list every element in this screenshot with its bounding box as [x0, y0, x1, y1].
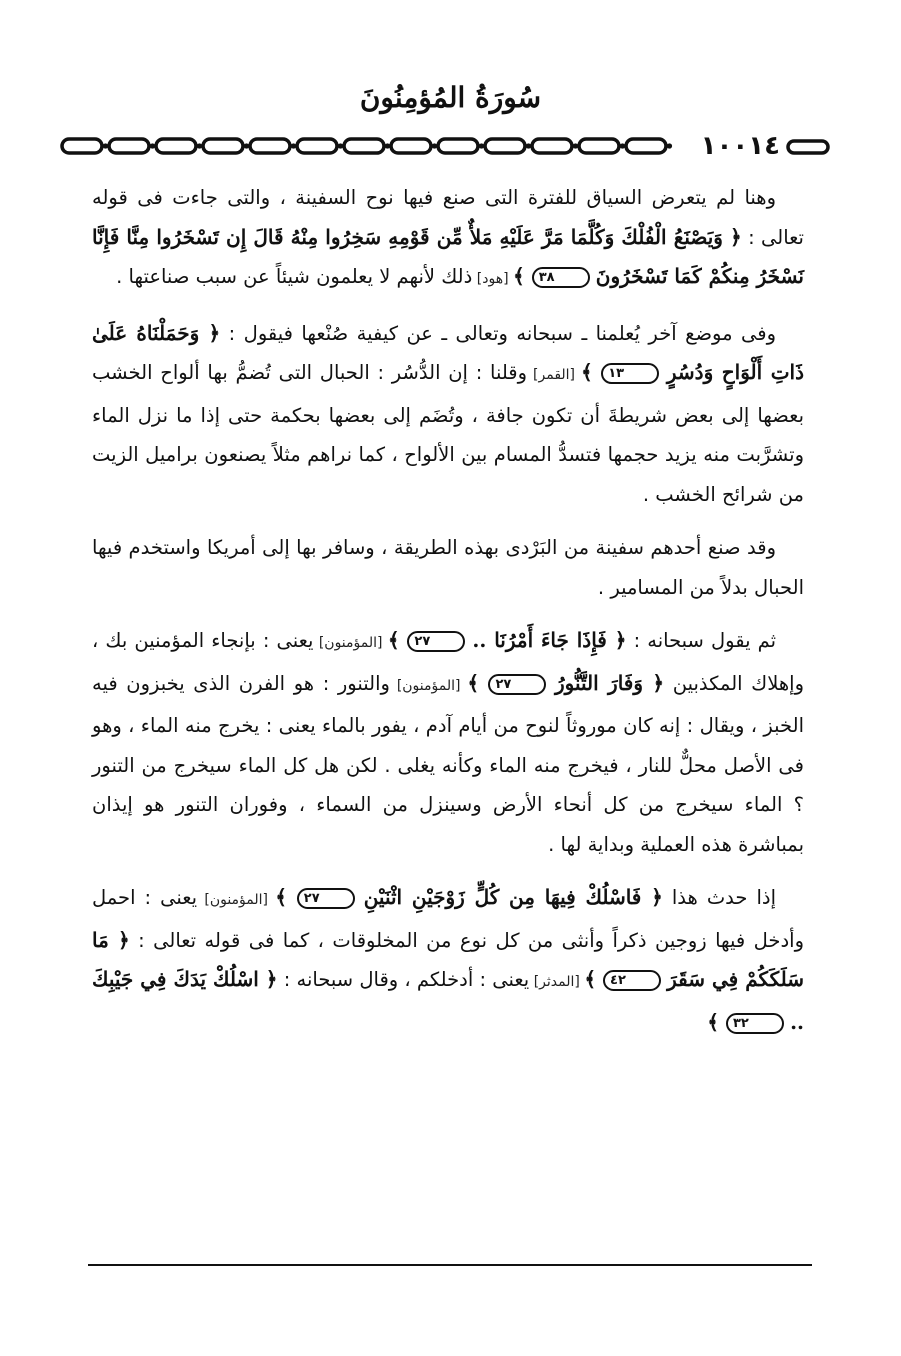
paragraph-5-mid2: يعنى : أدخلكم ، وقال سبحانه : [277, 968, 530, 991]
body-text [92, 178, 804, 1056]
surah-reference: [القمر] [527, 367, 582, 383]
quran-close-bracket: ﴾ [581, 360, 602, 384]
header-ornament-row [60, 128, 840, 164]
chain-link-icon [344, 139, 384, 153]
surah-reference: [المؤمنون] [313, 635, 388, 651]
paragraph-3 [92, 528, 804, 607]
surah-reference: [المدثر] [529, 974, 585, 990]
ayah-number-badge: ٣٢ [726, 1013, 784, 1034]
paragraph-5-mid: يعنى : احمل وأدخل فيها زوجين ذكراً وأنثى من كل نوع من المخلوقات ، كما فى قوله تعالى : [92, 886, 804, 952]
chain-ornament-band [60, 134, 700, 158]
paragraph-4-intro: ثم يقول سبحانه : [626, 629, 777, 652]
paragraph-1-outro: ذلك لأنهم لا يعلمون شيئاً عن سبب صناعتها . [116, 265, 473, 288]
chain-link-icon [532, 139, 572, 153]
quran-close-bracket: ﴾ [584, 967, 604, 991]
ayah-number-badge: ٤٢ [603, 970, 661, 991]
paragraph-4-outro: والتنور : هو الفرن الذى يخبزون فيه الخبز ، ويقال : إنه كان موروثاً لنوح من أيام آدم ، يفور بالماء يعنى : يخرج منه الماء ، وهو فى الأصل محلٌّ للنار ، فيخرج منه الماء وكأنه يغلى . لكن هل كل الماء سيخرج من التنور ؟ الماء سيخرج من كل أنحاء الأرض وسينزل من السماء ، وفوران التنور هو إيذان بمباشرة هذه العملية وبداية لها . [92, 671, 804, 856]
paragraph-4-mid: يعنى : بإنجاء المؤمنين بك ، وإهلاك المكذبين [92, 629, 805, 695]
quran-close-bracket: ﴾ [467, 670, 489, 695]
paragraph-5 [92, 878, 804, 1042]
quran-close-bracket: ﴾ [707, 1009, 726, 1034]
surah-reference: [المؤمنون] [389, 677, 468, 694]
chain-link-icon [438, 139, 478, 153]
quran-verse-muminun-27c: ﴿ فَاسْلُكْ فِيهَا مِن كُلٍّ زَوْجَيْنِ اثْنَيْنِ [363, 885, 663, 909]
quran-verse-muminun-27b: ﴿ وَفَارَ التَّنُّورُ [554, 670, 665, 695]
chain-dot-icon [667, 143, 672, 148]
surah-reference: [المؤمنون] [197, 892, 276, 908]
chain-link-icon [203, 139, 243, 153]
quran-verse-muminun-27a: ﴿ فَإِذَا جَاءَ أَمْرُنَا .. [472, 628, 627, 652]
chain-link-icon [579, 139, 619, 153]
quran-verse-qamar-13: ﴿ وَحَمَلْنَاهُ عَلَىٰ ذَاتِ أَلْوَاحٍ وَدُسُرٍ [92, 320, 804, 384]
surah-title: سُورَةُ المُؤمِنُونَ [359, 81, 542, 114]
paragraph-4 [92, 621, 804, 864]
chain-link-icon [626, 139, 666, 153]
ayah-number-badge: ٢٧ [407, 631, 465, 652]
ayah-number-badge: ١٣ [601, 363, 659, 384]
chain-link-icon [391, 139, 431, 153]
ornament-cap-icon [786, 139, 830, 155]
paragraph-2-intro: وفى موضع آخر يُعلمنا ـ سبحانه وتعالى ـ عن كيفية صُنْعها فيقول : [220, 321, 777, 345]
paragraph-5-intro: إذا حدث هذا [662, 886, 777, 909]
paragraph-2 [92, 314, 804, 515]
quran-verse-hud-38: ﴿ وَيَصْنَعُ الْفُلْكَ وَكُلَّمَا مَرَّ عَلَيْهِ مَلأٌ مِّن قَوْمِهِ سَخِرُوا مِنْهُ قَالَ إِن تَسْخَرُوا مِنَّا فَإِنَّا نَسْخَرُ مِنكُمْ كَمَا تَسْخَرُونَ [92, 224, 804, 288]
chain-link-icon [156, 139, 196, 153]
quran-close-bracket: ﴾ [275, 885, 297, 909]
paragraph-3-text: وقد صنع أحدهم سفينة من البَرْدى بهذه الطريقة ، وسافر بها إلى أمريكا واستخدم فيها الحبال بدلاً من المسامير . [92, 536, 804, 599]
quran-verse-muddaththir-42: ﴿ مَا سَلَكَكُمْ فِي سَقَرَ [92, 927, 805, 991]
paragraph-2-outro: وقلنا : إن الدُّسُر : الحبال التى تُضمُّ بها ألواح الخشب بعضها إلى بعض شريطةَ أن تكون جافة ، وتُضَم إلى بعضها بحكمة حتى إذا ما نزل الماء وتشرَّبت منه يزيد حجمها فتسدُّ المسام بين الألواح ، كما نراهم مثلاً يصنعون براميل الزيت من شرائح الخشب . [92, 361, 804, 506]
paragraph-1-intro: وهنا لم يتعرض السياق للفترة التى صنع فيها نوح السفينة ، والتى جاءت فى قوله تعالى : [92, 186, 804, 249]
paragraph-1 [92, 178, 804, 300]
chain-link-icon [485, 139, 525, 153]
page-number: ١٠٠١٤ [700, 131, 780, 161]
ayah-number-badge: ٢٧ [297, 888, 355, 909]
chain-link-icon [62, 139, 102, 153]
quran-verse-qasas-32: ﴿ اسْلُكْ يَدَكَ فِي جَيْبِكَ .. [92, 967, 804, 1034]
chain-link-icon [109, 139, 149, 153]
quran-close-bracket: ﴾ [387, 628, 408, 652]
surah-reference: [هود] [472, 271, 513, 287]
chain-link-icon [250, 139, 290, 153]
ayah-number-badge: ٣٨ [532, 267, 590, 288]
quran-close-bracket: ﴾ [513, 264, 532, 288]
footer-divider [88, 1264, 812, 1266]
ayah-number-badge: ٢٧ [488, 674, 546, 695]
chain-link-icon [297, 139, 337, 153]
